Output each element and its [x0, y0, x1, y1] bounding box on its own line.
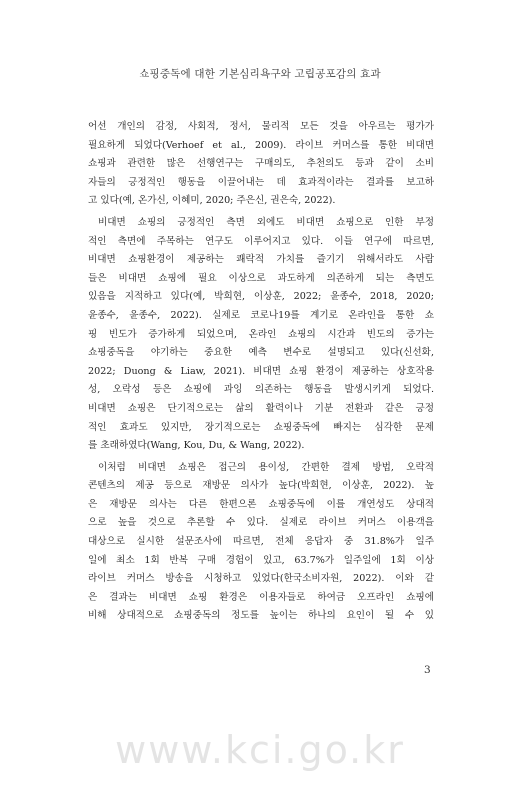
running-header: 쇼핑중독에 대한 기본심리욕구와 고립공포감의 효과 [139, 68, 381, 80]
text-line: 쇼핑중독을 야기하는 중요한 예측 변수로 설명되고 있다(신선화, [88, 347, 434, 359]
text-line: 필요하게 되었다(Verhoef et al., 2009). 라이브 커머스를 통한 비대면 [88, 139, 434, 151]
text-line: 라이브 커머스 방송을 시청하고 있었다(한국소비자원, 2022). 이와 같 [88, 573, 434, 585]
body-text [88, 118, 434, 626]
watermark: www.kci.go.kr [115, 728, 405, 772]
text-line: 자들의 긍정적인 행동을 이끌어내는 데 효과적이라는 결과를 보고하 [88, 176, 434, 188]
text-line: 적인 측면에 주목하는 연구도 이루어지고 있다. 이들 연구에 따르면, [88, 235, 434, 247]
text-line: 으로 높을 것으로 추론할 수 있다. 실제로 라이브 커머스 이용객을 [88, 517, 434, 529]
text-line: 성, 오락성 등은 쇼핑에 과잉 의존하는 행동을 발생시키게 되었다. [88, 384, 434, 396]
text-line: 들은 비대면 쇼핑에 필요 이상으로 과도하게 의존하게 되는 측면도 [88, 272, 434, 284]
page-number: 3 [424, 664, 431, 676]
text-line: 대상으로 실시한 설문조사에 따르면, 전체 응답자 중 31.8%가 일주 [88, 536, 434, 548]
text-line: 쇼핑과 관련한 많은 선행연구는 구매의도, 추천의도 등과 같이 소비 [88, 158, 434, 170]
text-line: 은 결과는 비대면 쇼핑 환경은 이용자들로 하여금 오프라인 쇼핑에 [88, 591, 434, 603]
text-line: 핑 빈도가 증가하게 되었으며, 온라인 쇼핑의 시간과 빈도의 증가는 [88, 328, 434, 340]
text-line: 적인 효과도 있지만, 장기적으로는 쇼핑중독에 빠지는 심각한 문제 [88, 421, 434, 433]
text-line: 이처럼 비대면 쇼핑은 접근의 용이성, 간편한 결제 방법, 오락적 [98, 461, 434, 473]
text-line: 어선 개인의 감정, 사회적, 정서, 물리적 모든 것을 아우르는 평가가 [88, 121, 434, 132]
text-line: 윤종수, 윤종수, 2022). 실제로 코로나19를 계기로 온라인을 통한 쇼 [88, 309, 434, 321]
text-line: 콘텐츠의 제공 등으로 재방문 의사가 높다(박희현, 이상훈, 2022). 높 [88, 480, 434, 492]
text-line: 비대면 쇼핑환경이 제공하는 쾌락적 가치를 즐기기 위해서라도 사람 [88, 254, 434, 266]
text-line: 비대면 쇼핑의 긍정적인 측면 외에도 비대면 쇼핑으로 인한 부정 [98, 216, 434, 228]
text-line: 를 초래하였다(Wang, Kou, Du, & Wang, 2022). [88, 440, 305, 452]
text-line: 은 재방문 의사는 다른 한편으론 쇼핑중독에 이를 개연성도 상대적 [88, 498, 434, 510]
text-line: 있음을 지적하고 있다(예, 박희현, 이상훈, 2022; 윤종수, 2018, 2020; [88, 291, 434, 303]
text-line: 일에 최소 1회 반복 구매 경험이 있고, 63.7%가 일주일에 1회 이상 [88, 554, 434, 566]
text-line: 비대면 쇼핑은 단기적으로는 삶의 활력이나 기분 전환과 같은 긍정 [88, 402, 434, 414]
text-line: 고 있다(예, 온가신, 이혜미, 2020; 주은신, 권은숙, 2022). [88, 195, 336, 207]
text-line: 2022; Duong & Liaw, 2021). 비대면 쇼핑 환경이 제공하는 상호작용 [88, 365, 434, 377]
text-line: 비해 상대적으로 쇼핑중독의 정도를 높이는 하나의 요인이 될 수 있 [88, 610, 434, 622]
